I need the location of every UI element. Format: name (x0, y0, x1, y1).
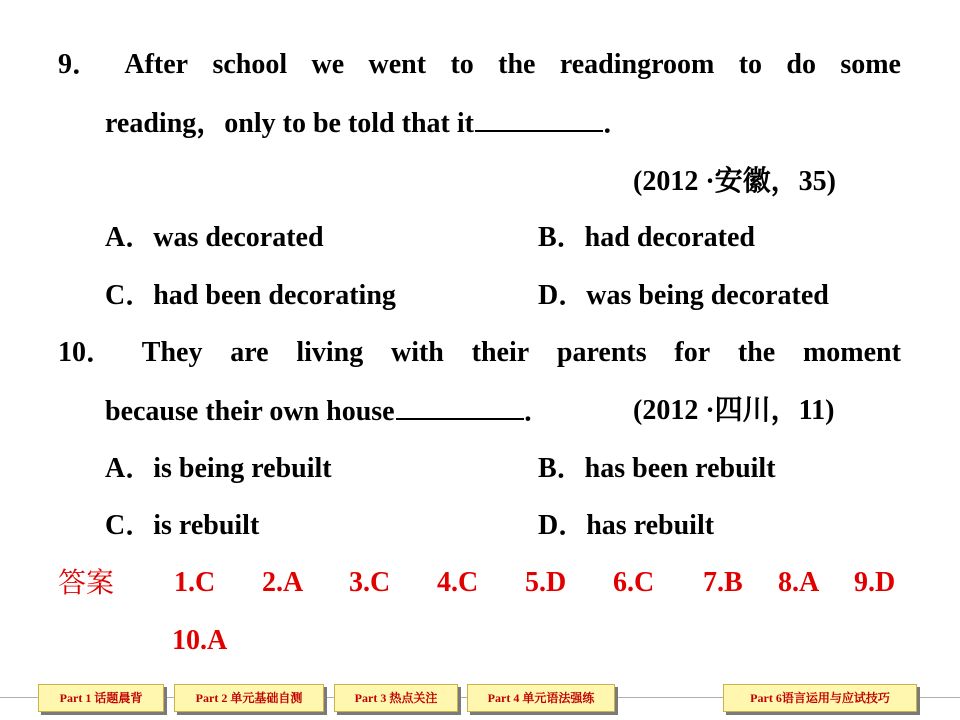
answer-item: 7.B (703, 567, 743, 598)
q9-word: to (738, 49, 763, 80)
q9-option-a: A．was decorated (105, 222, 324, 253)
q9-line2 (105, 106, 631, 141)
q10-word: their (471, 337, 530, 368)
q10-word: are (230, 337, 269, 368)
nav-part-4-button[interactable]: Part 4 单元语法强练 (467, 684, 615, 712)
nav-part-1-button[interactable]: Part 1 话题晨背 (38, 684, 164, 712)
q10-source: (2012 ·四川，11) (633, 395, 835, 426)
nav-part-2-button[interactable]: Part 2 单元基础自测 (174, 684, 324, 712)
q9-word: do (786, 49, 816, 80)
answer-item-last: 10.A (172, 625, 228, 656)
q10-word: They (141, 337, 203, 368)
answer-key-label: 答案 (58, 566, 115, 599)
q9-word: school (212, 49, 288, 80)
answer-item: 8.A (778, 567, 820, 598)
q9-line2-prefix: reading，only to be told that it (105, 108, 474, 139)
answer-item: 3.C (349, 567, 391, 598)
q9-word: to (450, 49, 474, 80)
q10-line2-prefix: because their own house (105, 396, 395, 427)
q9-answer-blank (475, 106, 603, 132)
answer-item: 9.D (854, 567, 896, 598)
q9-line1 (58, 48, 901, 82)
q10-number: 10． (58, 337, 115, 368)
q10-option-c: C．is rebuilt (105, 510, 260, 541)
q9-option-c: C．had been decorating (105, 280, 396, 311)
q9-word: readingroom (559, 49, 715, 80)
q10-option-a: A．is being rebuilt (105, 453, 332, 484)
q10-option-d: D．has rebuilt (538, 510, 715, 541)
q9-option-d: D．was being decorated (538, 280, 829, 311)
q10-line2-suffix: ． (523, 396, 552, 427)
q9-option-b: B．had decorated (538, 222, 756, 253)
q9-word: the (498, 49, 536, 80)
q10-line1 (58, 336, 901, 370)
q10-word: moment (802, 337, 901, 368)
q9-word: we (311, 49, 345, 80)
answer-item: 2.A (262, 567, 304, 598)
answer-item: 5.D (525, 567, 567, 598)
q9-source: (2012 ·安徽，35) (633, 166, 836, 197)
nav-part-3-button[interactable]: Part 3 热点关注 (334, 684, 458, 712)
q9-word: After (124, 49, 189, 80)
q10-option-b: B．has been rebuilt (538, 453, 776, 484)
q10-word: living (296, 337, 364, 368)
q10-word: parents (556, 337, 647, 368)
answer-item: 4.C (437, 567, 479, 598)
q10-word: with (390, 337, 444, 368)
answer-item: 1.C (174, 567, 216, 598)
q10-word: the (737, 337, 776, 368)
q10-line2 (105, 394, 552, 429)
q10-answer-blank (396, 394, 524, 420)
answer-item: 6.C (613, 567, 655, 598)
nav-part-6-button[interactable]: Part 6语言运用与应试技巧 (723, 684, 917, 712)
q9-line2-suffix: ． (602, 108, 631, 139)
q9-word: some (840, 49, 901, 80)
q9-word: went (368, 49, 427, 80)
q10-word: for (674, 337, 711, 368)
q9-number: 9． (58, 49, 101, 80)
